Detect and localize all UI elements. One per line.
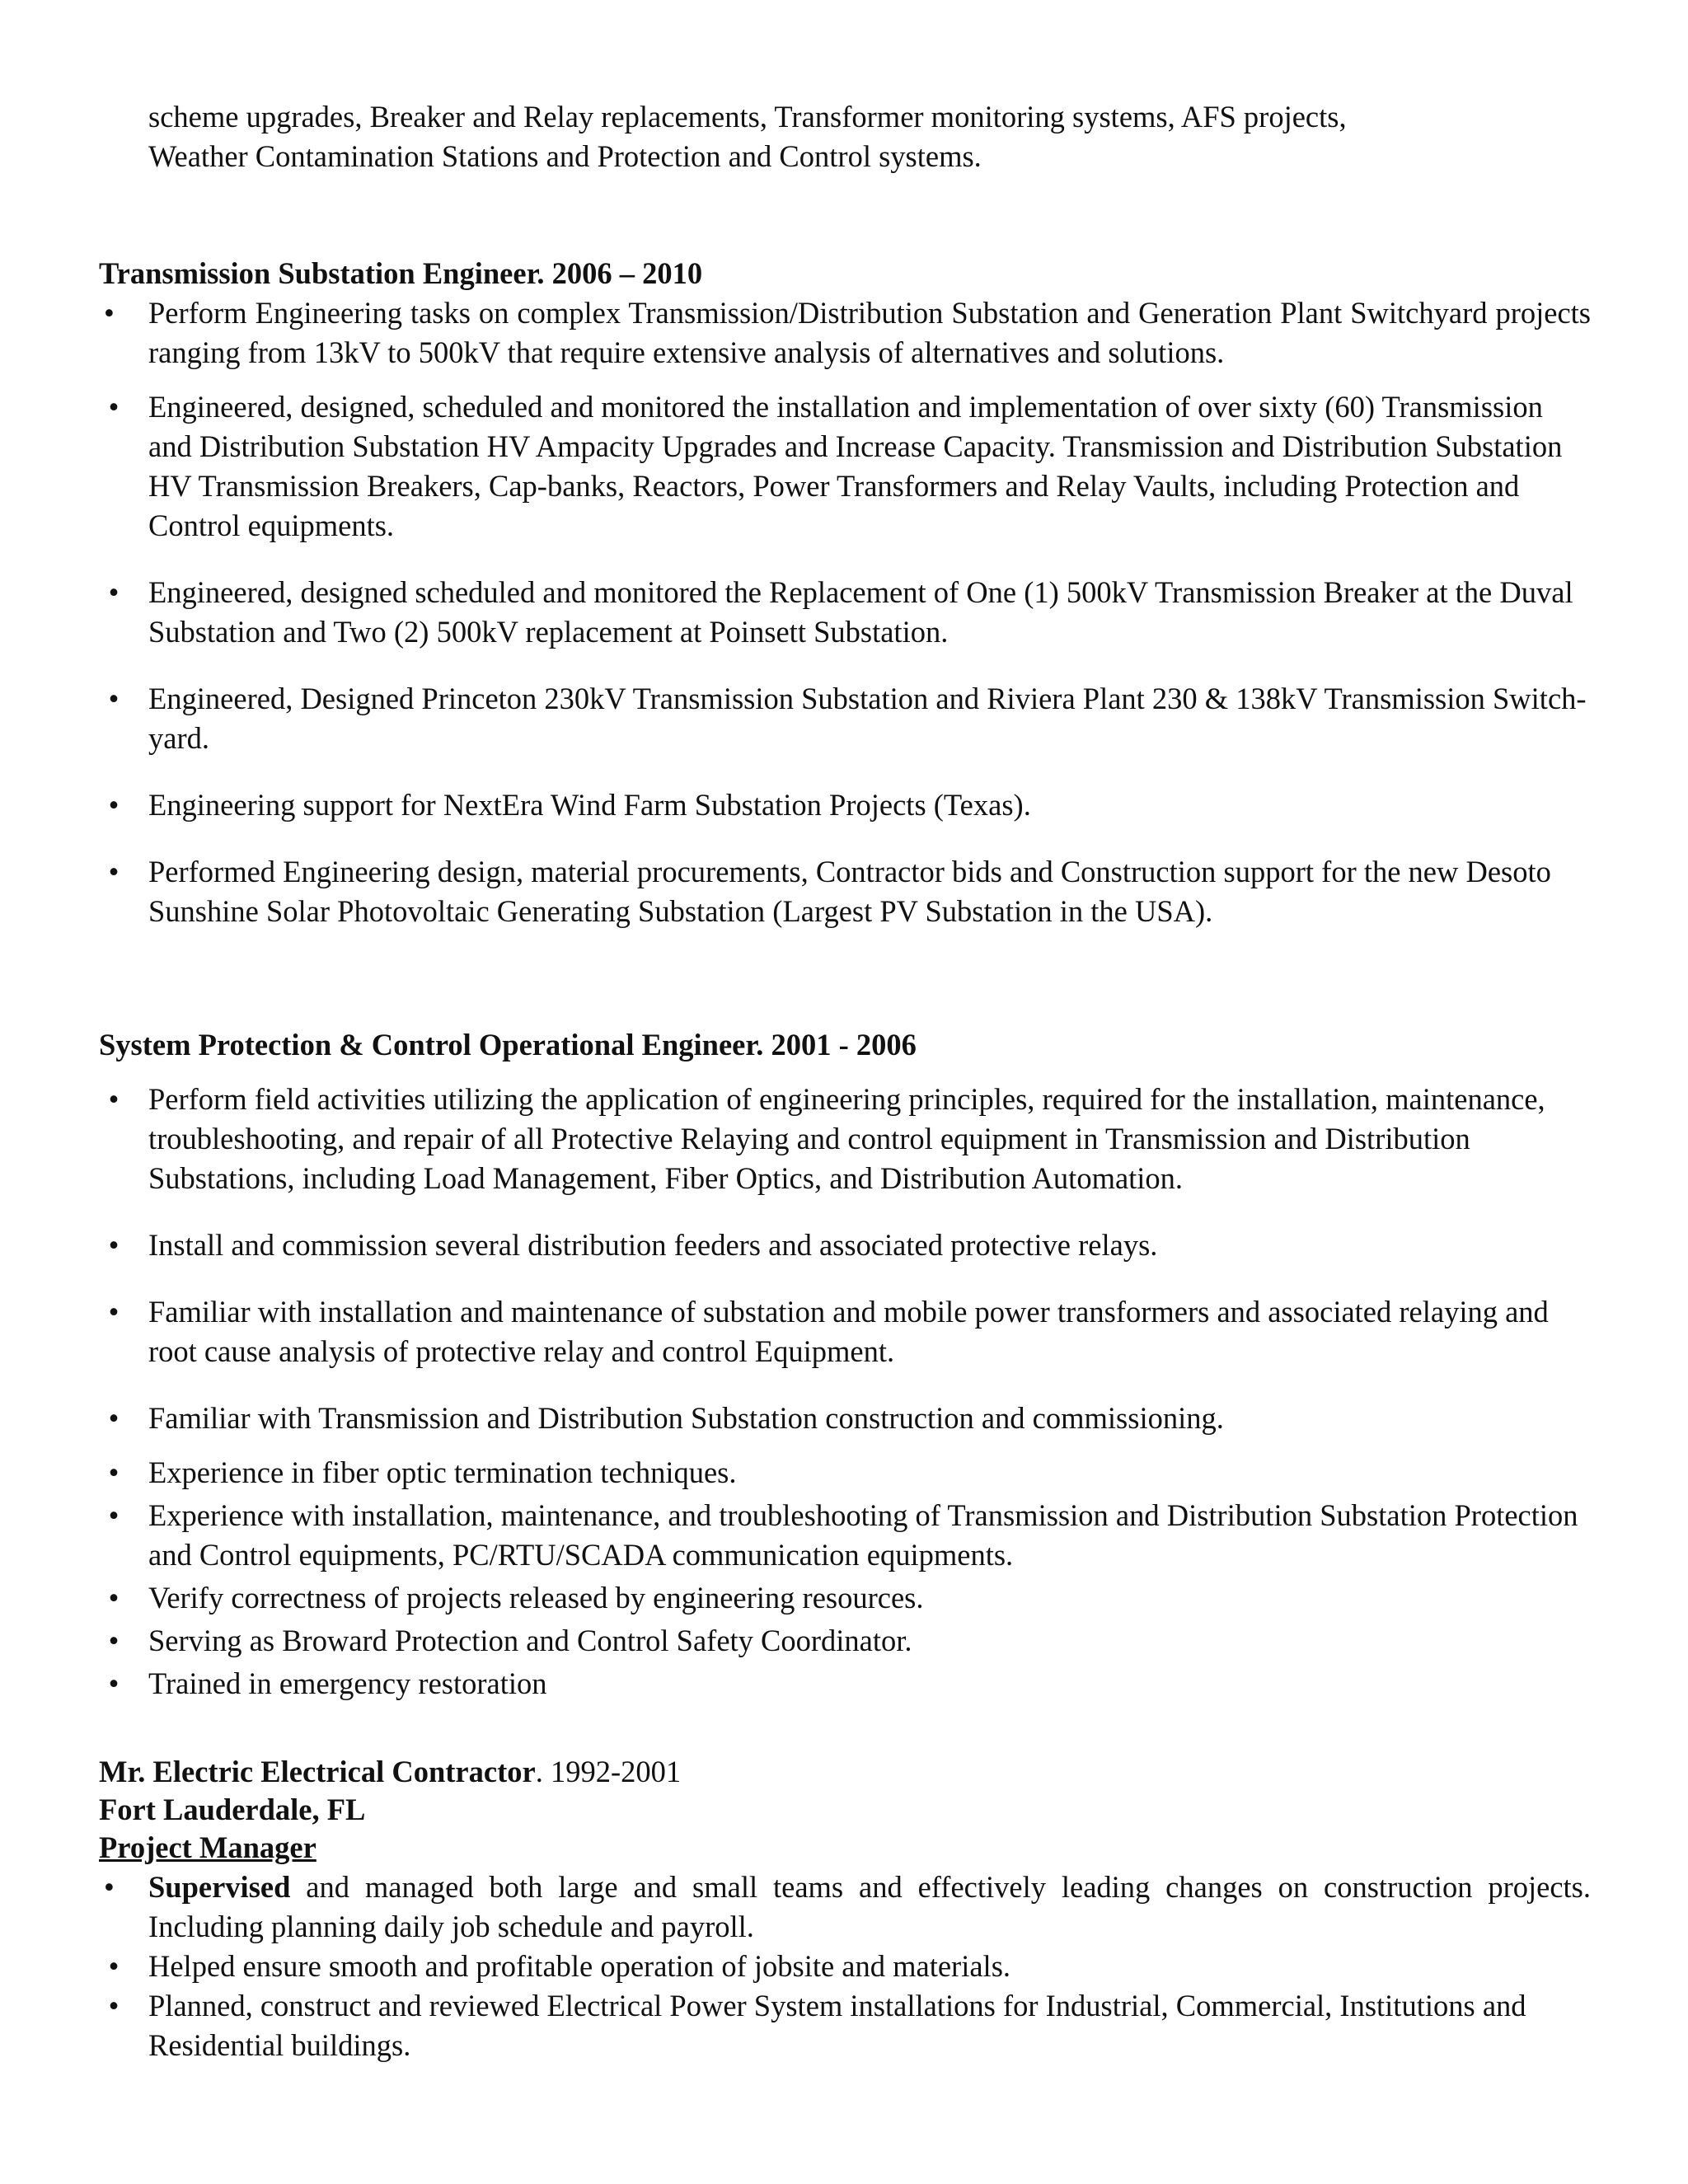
list-item-text: Install and commission several distribution feeders and associated protective relays. — [148, 1228, 1158, 1262]
bullet-icon: • — [108, 575, 120, 609]
bullet-icon: • — [108, 682, 120, 715]
list-item — [99, 1578, 1591, 1618]
bold-keyword: Supervised — [148, 1870, 291, 1904]
bullet-icon: • — [108, 1989, 120, 2022]
bullet-icon: • — [108, 1666, 120, 1700]
bullet-icon: • — [108, 390, 120, 424]
list-item-text — [148, 1870, 1591, 1943]
company-years: . 1992-2001 — [535, 1755, 682, 1788]
section-system-protection-engineer — [99, 1025, 1591, 1704]
list-item-text: Helped ensure smooth and profitable operation of jobsite and materials. — [148, 1949, 1011, 1983]
list-item — [99, 785, 1591, 825]
intro-line: Weather Contamination Stations and Protection and Control systems. — [148, 139, 982, 173]
bullet-icon: • — [108, 1228, 120, 1262]
list-item — [99, 679, 1591, 758]
company-name: Mr. Electric Electrical Contractor — [99, 1755, 536, 1788]
bullet-icon: • — [108, 1082, 120, 1116]
list-item — [99, 293, 1591, 373]
list-item-text: Familiar with installation and maintenance of substation and mobile power transformers and associated relaying and root cause analysis of protective relay and control Equipment. — [148, 1295, 1549, 1368]
list-item-text: Engineered, designed, scheduled and monitored the installation and implementation of over sixty (60) Transmission and Distribution Substation HV Ampacity Upgrades and Increase Capacity. Transmission and Distribution Substation HV Transmission Breakers, Cap-banks, Reactors, Power Transformers and Relay Vaults, including Protection and Control equipments. — [148, 390, 1563, 542]
bullet-list — [99, 293, 1591, 931]
list-item-rest: and managed both large and small teams and effectively leading changes on construction projects. Including planning daily job schedule and payroll. — [148, 1870, 1591, 1943]
bullet-icon: • — [108, 1624, 120, 1657]
section-mr-electric — [99, 1752, 1591, 2065]
list-item — [99, 852, 1591, 931]
bullet-icon: • — [108, 1455, 120, 1489]
section-heading: System Protection & Control Operational Engineer. 2001 - 2006 — [99, 1028, 917, 1062]
list-item — [99, 387, 1591, 546]
list-item-text: Perform Engineering tasks on complex Transmission/Distribution Substation and Generation Plant Switchyard projects ranging from 13kV to 500kV that require extensive analysis of alternatives and solutions. — [148, 296, 1591, 369]
list-item — [99, 1496, 1591, 1575]
bullet-icon: • — [108, 1401, 120, 1435]
intro-line: scheme upgrades, Breaker and Relay replacements, Transformer monitoring systems, AFS projects, — [148, 100, 1347, 134]
bullet-icon: • — [108, 1498, 120, 1532]
list-item — [99, 1292, 1591, 1371]
bullet-icon: • — [108, 855, 120, 888]
job-role: Project Manager — [99, 1830, 316, 1864]
list-item-text: Performed Engineering design, material procurements, Contractor bids and Construction support for the new Desoto Sunshine Solar Photovoltaic Generating Substation (Largest PV Substation in the USA). — [148, 855, 1551, 928]
list-item — [99, 573, 1591, 652]
list-item-text: Planned, construct and reviewed Electrical Power System installations for Industrial, Commercial, Institutions and Residential buildings. — [148, 1989, 1526, 2062]
list-item-text: Engineered, designed scheduled and monitored the Replacement of One (1) 500kV Transmission Breaker at the Duval Substation and Two (2) 500kV replacement at Poinsett Substation. — [148, 575, 1573, 649]
list-item-text: Familiar with Transmission and Distribution Substation construction and commissioning. — [148, 1401, 1224, 1435]
list-item — [99, 1453, 1591, 1493]
bullet-icon: • — [104, 296, 115, 330]
list-item — [99, 1868, 1591, 1947]
list-item-text: Trained in emergency restoration — [148, 1666, 547, 1700]
list-item-text: Engineering support for NextEra Wind Farm Substation Projects (Texas). — [148, 788, 1031, 822]
list-item-text: Verify correctness of projects released by engineering resources. — [148, 1581, 924, 1615]
list-item-text: Experience with installation, maintenance, and troubleshooting of Transmission and Distribution Substation Protection and Control equipments, PC/RTU/SCADA communication equipments. — [148, 1498, 1578, 1572]
bullet-icon: • — [104, 1870, 115, 1904]
list-item — [99, 1664, 1591, 1704]
list-item — [99, 1399, 1591, 1438]
company-location: Fort Lauderdale, FL — [99, 1793, 366, 1826]
list-item-text: Serving as Broward Protection and Control Safety Coordinator. — [148, 1624, 912, 1657]
bullet-icon: • — [108, 1949, 120, 1983]
list-item-text: Experience in fiber optic termination techniques. — [148, 1455, 737, 1489]
company-line — [99, 1752, 1591, 1790]
list-item — [99, 1080, 1591, 1198]
bullet-icon: • — [108, 788, 120, 822]
list-item — [99, 1226, 1591, 1265]
list-item — [99, 1947, 1591, 1986]
list-item-text: Engineered, Designed Princeton 230kV Transmission Substation and Riviera Plant 230 & 138kV Transmission Switch-yard. — [148, 682, 1587, 755]
intro-paragraph — [148, 97, 1582, 176]
bullet-icon: • — [108, 1295, 120, 1329]
bullet-icon: • — [108, 1581, 120, 1615]
bullet-list — [99, 1868, 1591, 2065]
bullet-list — [99, 1080, 1591, 1704]
section-transmission-substation-engineer — [99, 254, 1591, 931]
list-item — [99, 1621, 1591, 1661]
section-heading: Transmission Substation Engineer. 2006 – 2010 — [99, 256, 703, 290]
list-item-text: Perform field activities utilizing the application of engineering principles, required for the installation, maintenance, troubleshooting, and repair of all Protective Relaying and control equipment in Transmission and Distribution Substations, including Load Management, Fiber Optics, and Distribution Automation. — [148, 1082, 1545, 1195]
list-item — [99, 1986, 1591, 2065]
